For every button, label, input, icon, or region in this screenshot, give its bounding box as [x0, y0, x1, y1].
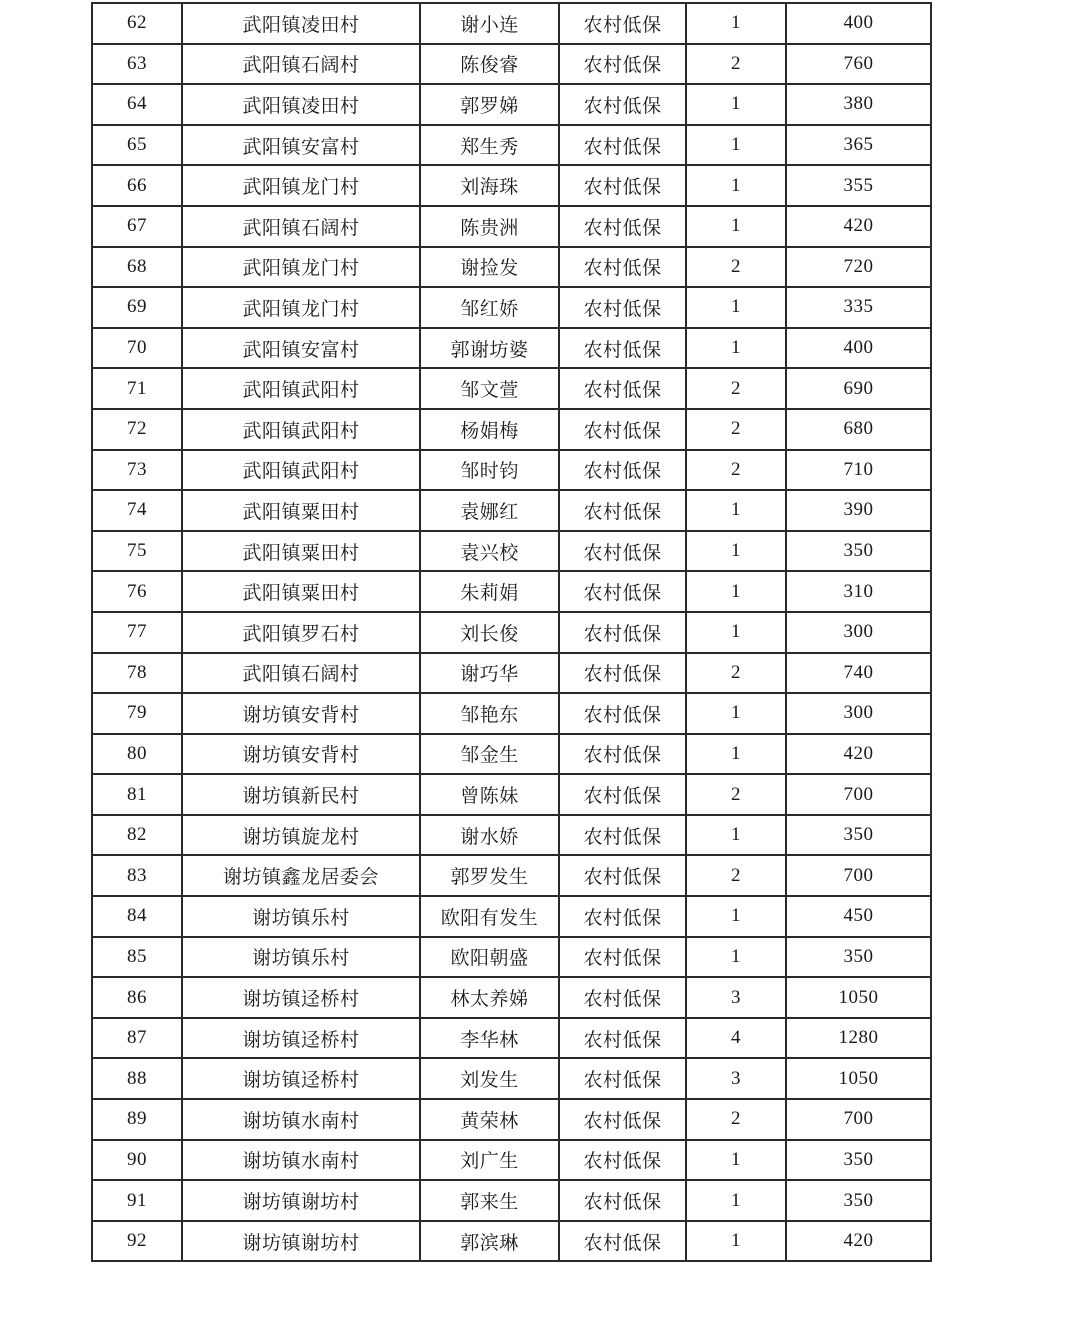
person-name-cell: 郭谢坊婆 [420, 328, 559, 369]
table-row [92, 612, 931, 653]
amount-cell: 300 [786, 693, 931, 734]
amount-cell: 450 [786, 896, 931, 937]
person-name-cell: 谢小连 [420, 3, 559, 44]
table-row [92, 896, 931, 937]
row-number-cell: 89 [92, 1099, 182, 1140]
table-row [92, 1018, 931, 1059]
amount-cell: 420 [786, 1221, 931, 1262]
table-row [92, 287, 931, 328]
person-name-cell: 邹时钧 [420, 450, 559, 491]
household-count-cell: 1 [686, 287, 786, 328]
amount-cell: 310 [786, 571, 931, 612]
assistance-type-cell: 农村低保 [559, 3, 686, 44]
amount-cell: 350 [786, 815, 931, 856]
row-number-cell: 76 [92, 571, 182, 612]
village-cell: 武阳镇龙门村 [182, 247, 420, 288]
household-count-cell: 1 [686, 490, 786, 531]
row-number-cell: 71 [92, 368, 182, 409]
row-number-cell: 70 [92, 328, 182, 369]
amount-cell: 1280 [786, 1018, 931, 1059]
table-row [92, 1140, 931, 1181]
person-name-cell: 郭罗发生 [420, 855, 559, 896]
assistance-type-cell: 农村低保 [559, 815, 686, 856]
person-name-cell: 朱莉娟 [420, 571, 559, 612]
person-name-cell: 郭罗娣 [420, 84, 559, 125]
household-count-cell: 1 [686, 3, 786, 44]
row-number-cell: 68 [92, 247, 182, 288]
household-count-cell: 1 [686, 815, 786, 856]
row-number-cell: 63 [92, 44, 182, 85]
household-count-cell: 2 [686, 774, 786, 815]
assistance-type-cell: 农村低保 [559, 571, 686, 612]
village-cell: 武阳镇安富村 [182, 125, 420, 166]
village-cell: 谢坊镇迳桥村 [182, 1018, 420, 1059]
amount-cell: 700 [786, 1099, 931, 1140]
row-number-cell: 83 [92, 855, 182, 896]
household-count-cell: 2 [686, 855, 786, 896]
assistance-type-cell: 农村低保 [559, 450, 686, 491]
assistance-type-cell: 农村低保 [559, 84, 686, 125]
table-row [92, 247, 931, 288]
assistance-type-cell: 农村低保 [559, 896, 686, 937]
assistance-type-cell: 农村低保 [559, 287, 686, 328]
amount-cell: 740 [786, 653, 931, 694]
amount-cell: 335 [786, 287, 931, 328]
amount-cell: 400 [786, 3, 931, 44]
village-cell: 武阳镇粟田村 [182, 571, 420, 612]
household-count-cell: 1 [686, 1140, 786, 1181]
person-name-cell: 林太养娣 [420, 977, 559, 1018]
village-cell: 武阳镇罗石村 [182, 612, 420, 653]
assistance-type-cell: 农村低保 [559, 531, 686, 572]
table-row [92, 165, 931, 206]
assistance-type-cell: 农村低保 [559, 1140, 686, 1181]
row-number-cell: 80 [92, 734, 182, 775]
row-number-cell: 64 [92, 84, 182, 125]
row-number-cell: 72 [92, 409, 182, 450]
row-number-cell: 91 [92, 1180, 182, 1221]
table-row [92, 84, 931, 125]
person-name-cell: 刘发生 [420, 1058, 559, 1099]
table-row [92, 734, 931, 775]
row-number-cell: 85 [92, 937, 182, 978]
household-count-cell: 1 [686, 734, 786, 775]
table-row [92, 125, 931, 166]
amount-cell: 350 [786, 1180, 931, 1221]
assistance-type-cell: 农村低保 [559, 328, 686, 369]
household-count-cell: 1 [686, 206, 786, 247]
table-row [92, 409, 931, 450]
household-count-cell: 1 [686, 165, 786, 206]
person-name-cell: 曾陈妹 [420, 774, 559, 815]
row-number-cell: 73 [92, 450, 182, 491]
assistance-type-cell: 农村低保 [559, 612, 686, 653]
table-row [92, 368, 931, 409]
household-count-cell: 1 [686, 84, 786, 125]
assistance-type-cell: 农村低保 [559, 977, 686, 1018]
person-name-cell: 郑生秀 [420, 125, 559, 166]
row-number-cell: 74 [92, 490, 182, 531]
household-count-cell: 1 [686, 1221, 786, 1262]
amount-cell: 760 [786, 44, 931, 85]
village-cell: 谢坊镇安背村 [182, 693, 420, 734]
table-row [92, 3, 931, 44]
row-number-cell: 65 [92, 125, 182, 166]
household-count-cell: 3 [686, 1058, 786, 1099]
person-name-cell: 郭来生 [420, 1180, 559, 1221]
assistance-type-cell: 农村低保 [559, 937, 686, 978]
table-row [92, 450, 931, 491]
person-name-cell: 欧阳有发生 [420, 896, 559, 937]
assistance-type-cell: 农村低保 [559, 125, 686, 166]
row-number-cell: 66 [92, 165, 182, 206]
assistance-type-cell: 农村低保 [559, 1099, 686, 1140]
assistance-type-cell: 农村低保 [559, 165, 686, 206]
person-name-cell: 陈贵洲 [420, 206, 559, 247]
row-number-cell: 81 [92, 774, 182, 815]
table-row [92, 815, 931, 856]
amount-cell: 690 [786, 368, 931, 409]
person-name-cell: 郭滨琳 [420, 1221, 559, 1262]
amount-cell: 355 [786, 165, 931, 206]
household-count-cell: 2 [686, 409, 786, 450]
row-number-cell: 88 [92, 1058, 182, 1099]
amount-cell: 420 [786, 734, 931, 775]
person-name-cell: 刘广生 [420, 1140, 559, 1181]
village-cell: 谢坊镇旋龙村 [182, 815, 420, 856]
table-row [92, 1180, 931, 1221]
table-row [92, 774, 931, 815]
person-name-cell: 谢捡发 [420, 247, 559, 288]
assistance-type-cell: 农村低保 [559, 653, 686, 694]
person-name-cell: 谢水娇 [420, 815, 559, 856]
table-row [92, 571, 931, 612]
village-cell: 谢坊镇安背村 [182, 734, 420, 775]
household-count-cell: 1 [686, 125, 786, 166]
assistance-type-cell: 农村低保 [559, 409, 686, 450]
table-row [92, 937, 931, 978]
table-row [92, 206, 931, 247]
table-row [92, 855, 931, 896]
person-name-cell: 刘海珠 [420, 165, 559, 206]
amount-cell: 700 [786, 774, 931, 815]
person-name-cell: 邹艳东 [420, 693, 559, 734]
village-cell: 谢坊镇鑫龙居委会 [182, 855, 420, 896]
village-cell: 谢坊镇迳桥村 [182, 977, 420, 1018]
assistance-type-cell: 农村低保 [559, 855, 686, 896]
row-number-cell: 86 [92, 977, 182, 1018]
village-cell: 武阳镇武阳村 [182, 450, 420, 491]
amount-cell: 710 [786, 450, 931, 491]
household-count-cell: 1 [686, 571, 786, 612]
table-row [92, 1221, 931, 1262]
row-number-cell: 77 [92, 612, 182, 653]
person-name-cell: 刘长俊 [420, 612, 559, 653]
household-count-cell: 1 [686, 531, 786, 572]
row-number-cell: 92 [92, 1221, 182, 1262]
village-cell: 武阳镇石阔村 [182, 206, 420, 247]
household-count-cell: 2 [686, 653, 786, 694]
assistance-type-cell: 农村低保 [559, 206, 686, 247]
village-cell: 武阳镇石阔村 [182, 653, 420, 694]
row-number-cell: 84 [92, 896, 182, 937]
assistance-type-cell: 农村低保 [559, 1018, 686, 1059]
person-name-cell: 谢巧华 [420, 653, 559, 694]
person-name-cell: 欧阳朝盛 [420, 937, 559, 978]
household-count-cell: 1 [686, 328, 786, 369]
household-count-cell: 1 [686, 1180, 786, 1221]
village-cell: 武阳镇石阔村 [182, 44, 420, 85]
amount-cell: 1050 [786, 1058, 931, 1099]
village-cell: 谢坊镇谢坊村 [182, 1221, 420, 1262]
person-name-cell: 杨娟梅 [420, 409, 559, 450]
village-cell: 武阳镇龙门村 [182, 165, 420, 206]
row-number-cell: 82 [92, 815, 182, 856]
household-count-cell: 1 [686, 937, 786, 978]
row-number-cell: 62 [92, 3, 182, 44]
amount-cell: 700 [786, 855, 931, 896]
row-number-cell: 69 [92, 287, 182, 328]
amount-cell: 400 [786, 328, 931, 369]
village-cell: 谢坊镇谢坊村 [182, 1180, 420, 1221]
village-cell: 谢坊镇乐村 [182, 937, 420, 978]
assistance-type-cell: 农村低保 [559, 490, 686, 531]
row-number-cell: 90 [92, 1140, 182, 1181]
household-count-cell: 2 [686, 1099, 786, 1140]
household-count-cell: 2 [686, 450, 786, 491]
person-name-cell: 邹红娇 [420, 287, 559, 328]
amount-cell: 365 [786, 125, 931, 166]
person-name-cell: 袁娜红 [420, 490, 559, 531]
amount-cell: 1050 [786, 977, 931, 1018]
village-cell: 谢坊镇水南村 [182, 1140, 420, 1181]
table-row [92, 44, 931, 85]
village-cell: 谢坊镇水南村 [182, 1099, 420, 1140]
person-name-cell: 袁兴校 [420, 531, 559, 572]
row-number-cell: 87 [92, 1018, 182, 1059]
row-number-cell: 79 [92, 693, 182, 734]
amount-cell: 350 [786, 531, 931, 572]
assistance-type-cell: 农村低保 [559, 1180, 686, 1221]
assistance-type-cell: 农村低保 [559, 247, 686, 288]
household-count-cell: 2 [686, 44, 786, 85]
household-count-cell: 4 [686, 1018, 786, 1059]
village-cell: 武阳镇武阳村 [182, 368, 420, 409]
assistance-type-cell: 农村低保 [559, 774, 686, 815]
village-cell: 谢坊镇新民村 [182, 774, 420, 815]
village-cell: 谢坊镇乐村 [182, 896, 420, 937]
household-count-cell: 1 [686, 693, 786, 734]
amount-cell: 720 [786, 247, 931, 288]
household-count-cell: 3 [686, 977, 786, 1018]
row-number-cell: 67 [92, 206, 182, 247]
row-number-cell: 75 [92, 531, 182, 572]
table-row [92, 653, 931, 694]
amount-cell: 680 [786, 409, 931, 450]
table-row [92, 693, 931, 734]
household-count-cell: 2 [686, 247, 786, 288]
person-name-cell: 邹金生 [420, 734, 559, 775]
table-row [92, 1099, 931, 1140]
household-count-cell: 1 [686, 612, 786, 653]
household-count-cell: 2 [686, 368, 786, 409]
table-row [92, 977, 931, 1018]
row-number-cell: 78 [92, 653, 182, 694]
table-row [92, 531, 931, 572]
person-name-cell: 黄荣林 [420, 1099, 559, 1140]
assistance-type-cell: 农村低保 [559, 368, 686, 409]
village-cell: 武阳镇龙门村 [182, 287, 420, 328]
village-cell: 武阳镇武阳村 [182, 409, 420, 450]
assistance-type-cell: 农村低保 [559, 693, 686, 734]
assistance-type-cell: 农村低保 [559, 1058, 686, 1099]
table-body [92, 3, 931, 1261]
amount-cell: 420 [786, 206, 931, 247]
person-name-cell: 邹文萱 [420, 368, 559, 409]
village-cell: 谢坊镇迳桥村 [182, 1058, 420, 1099]
table-row [92, 1058, 931, 1099]
household-count-cell: 1 [686, 896, 786, 937]
amount-cell: 300 [786, 612, 931, 653]
assistance-type-cell: 农村低保 [559, 1221, 686, 1262]
amount-cell: 350 [786, 937, 931, 978]
village-cell: 武阳镇安富村 [182, 328, 420, 369]
assistance-type-cell: 农村低保 [559, 44, 686, 85]
amount-cell: 350 [786, 1140, 931, 1181]
person-name-cell: 李华林 [420, 1018, 559, 1059]
table-row [92, 328, 931, 369]
village-cell: 武阳镇粟田村 [182, 490, 420, 531]
village-cell: 武阳镇凌田村 [182, 84, 420, 125]
amount-cell: 380 [786, 84, 931, 125]
amount-cell: 390 [786, 490, 931, 531]
village-cell: 武阳镇粟田村 [182, 531, 420, 572]
assistance-type-cell: 农村低保 [559, 734, 686, 775]
relief-table [91, 2, 932, 1262]
table-row [92, 490, 931, 531]
person-name-cell: 陈俊睿 [420, 44, 559, 85]
village-cell: 武阳镇凌田村 [182, 3, 420, 44]
document-sheet [91, 2, 930, 1262]
